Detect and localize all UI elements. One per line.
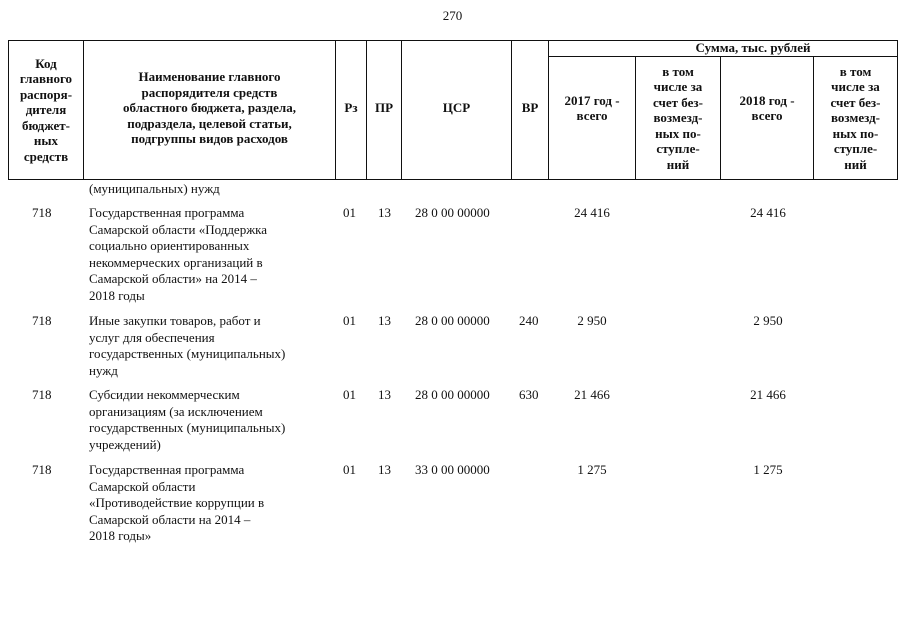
- header-2017-total: 2017 год - всего: [564, 92, 620, 123]
- row-code: 718: [32, 205, 52, 220]
- header-rz: Рз: [344, 100, 358, 116]
- row-code: 718: [32, 462, 52, 477]
- row-sum-2017: 2 950: [577, 313, 607, 328]
- row-code: 718: [32, 313, 52, 328]
- row-csr: 28 0 00 00000: [415, 205, 490, 220]
- row-csr: 33 0 00 00000: [415, 462, 490, 477]
- table-header: [8, 40, 898, 180]
- row-sum-2017: 1 275: [577, 462, 607, 477]
- row-rz: 01: [343, 462, 356, 477]
- header-sum-title: Сумма, тыс. рублей: [695, 40, 811, 56]
- row-code: 718: [32, 387, 52, 402]
- row-csr: 28 0 00 00000: [415, 387, 490, 402]
- header-right-border: [897, 40, 898, 180]
- row-sum-2017: 24 416: [574, 205, 610, 220]
- row-sum-2018: 1 275: [753, 462, 783, 477]
- row-name: Государственная программа Самарской области «Поддержка социально ориентированных некоммерческих организаций в Самарской области» на 2014 – 2018 годы: [89, 205, 268, 303]
- row-sum-2018: 2 950: [753, 313, 783, 328]
- row-rz: 01: [343, 205, 356, 220]
- continuation-text: (муниципальных) нужд: [89, 181, 220, 196]
- page-number: 270: [442, 8, 463, 23]
- row-vr: 240: [519, 313, 539, 328]
- row-vr: 630: [519, 387, 539, 402]
- row-sum-2017: 21 466: [574, 387, 610, 402]
- row-rz: 01: [343, 313, 356, 328]
- row-rz: 01: [343, 387, 356, 402]
- header-pr: ПР: [374, 100, 394, 116]
- row-csr: 28 0 00 00000: [415, 313, 490, 328]
- row-pr: 13: [378, 205, 391, 220]
- row-pr: 13: [378, 313, 391, 328]
- row-sum-2018: 21 466: [750, 387, 786, 402]
- header-name: Наименование главного распорядителя средств областного бюджета, раздела, подраздела, целевой статьи, подгруппы видов расходов: [123, 69, 296, 147]
- header-2018-total: 2018 год - всего: [739, 92, 795, 123]
- header-2018-incl: в том числе за счет без- возмезд- ных по- ступле- ний: [830, 63, 881, 172]
- header-bottom-border: [8, 179, 898, 180]
- row-name: Государственная программа Самарской области «Противодействие коррупции в Самарской области на 2014 – 2018 годы»: [89, 462, 265, 543]
- row-name: Субсидии некоммерческим организациям (за исключением государственных (муниципальных) учреждений): [89, 387, 286, 452]
- row-pr: 13: [378, 462, 391, 477]
- header-2017-incl: в том числе за счет без- возмезд- ных по- ступле- ний: [653, 63, 703, 172]
- header-vr: ВР: [521, 100, 539, 116]
- row-pr: 13: [378, 387, 391, 402]
- header-csr: ЦСР: [442, 100, 471, 116]
- header-code: Код главного распоря- дителя бюджет- ных средств: [19, 55, 73, 164]
- row-sum-2018: 24 416: [750, 205, 786, 220]
- row-name: Иные закупки товаров, работ и услуг для обеспечения государственных (муниципальных) нужд: [89, 313, 286, 378]
